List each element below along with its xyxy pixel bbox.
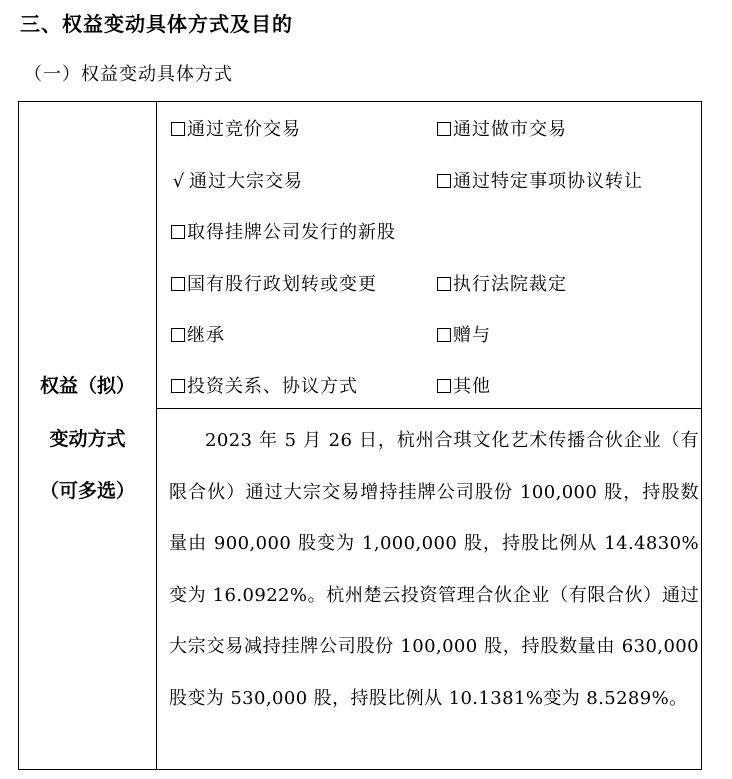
option-new-shares[interactable] bbox=[171, 218, 396, 244]
option-bidding-trade[interactable] bbox=[171, 115, 301, 141]
option-inheritance[interactable] bbox=[171, 321, 225, 347]
checkbox-empty-icon[interactable] bbox=[437, 122, 451, 136]
option-label: 其他 bbox=[453, 376, 491, 397]
left-label-line-3: （可多选） bbox=[39, 480, 135, 502]
option-label: 取得挂牌公司发行的新股 bbox=[187, 222, 396, 243]
option-gift[interactable] bbox=[437, 321, 491, 347]
option-label: 国有股行政划转或变更 bbox=[187, 274, 377, 295]
option-specific-agreement-transfer[interactable] bbox=[437, 167, 643, 193]
option-investment-agreement[interactable] bbox=[171, 372, 358, 398]
checkbox-empty-icon[interactable] bbox=[171, 277, 185, 291]
checkbox-empty-icon[interactable] bbox=[171, 122, 185, 136]
left-label-line-1: 权益（拟） bbox=[39, 375, 135, 397]
row-divider bbox=[157, 408, 701, 409]
option-label: 继承 bbox=[187, 325, 225, 346]
change-description: 2023 年 5 月 26 日，杭州合琪文化艺术传播合伙企业（有限合伙）通过大宗交易增持挂牌公司股份 100,000 股，持股数量由 900,000 股变为 1,000,000 股，持股比例从 14.4830%变为 16.0922%。杭州楚云投资管理合伙企业（有限合伙）通过大宗交易减持挂牌公司股份 100,000 股，持股数量由 630,000 股变为 530,000 股，持股比例从 10.1381%变为 8.5289%。 bbox=[169, 430, 699, 709]
option-label: 通过竞价交易 bbox=[187, 119, 301, 140]
checkmark-icon[interactable]: √ bbox=[172, 171, 186, 192]
option-label: 投资关系、协议方式 bbox=[187, 376, 358, 397]
column-divider bbox=[156, 102, 157, 769]
option-state-transfer[interactable] bbox=[171, 270, 377, 296]
option-court-ruling[interactable] bbox=[437, 270, 567, 296]
checkbox-empty-icon[interactable] bbox=[437, 277, 451, 291]
option-market-making[interactable] bbox=[437, 115, 567, 141]
left-label-line-2: 变动方式 bbox=[49, 428, 126, 450]
option-label: 赠与 bbox=[453, 325, 491, 346]
checkbox-empty-icon[interactable] bbox=[437, 328, 451, 342]
checkbox-empty-icon[interactable] bbox=[171, 225, 185, 239]
option-block-trade[interactable] bbox=[171, 167, 303, 193]
equity-change-table bbox=[18, 101, 702, 770]
option-label: 通过大宗交易 bbox=[189, 171, 303, 192]
section-heading: 三、权益变动具体方式及目的 bbox=[20, 12, 293, 36]
checkbox-empty-icon[interactable] bbox=[437, 174, 451, 188]
sub-heading: （一）权益变动具体方式 bbox=[24, 64, 233, 85]
option-label: 执行法院裁定 bbox=[453, 274, 567, 295]
option-label: 通过做市交易 bbox=[453, 119, 567, 140]
checkbox-empty-icon[interactable] bbox=[171, 379, 185, 393]
checkbox-empty-icon[interactable] bbox=[171, 328, 185, 342]
option-other[interactable] bbox=[437, 372, 491, 398]
checkbox-empty-icon[interactable] bbox=[437, 379, 451, 393]
option-label: 通过特定事项协议转让 bbox=[453, 171, 643, 192]
